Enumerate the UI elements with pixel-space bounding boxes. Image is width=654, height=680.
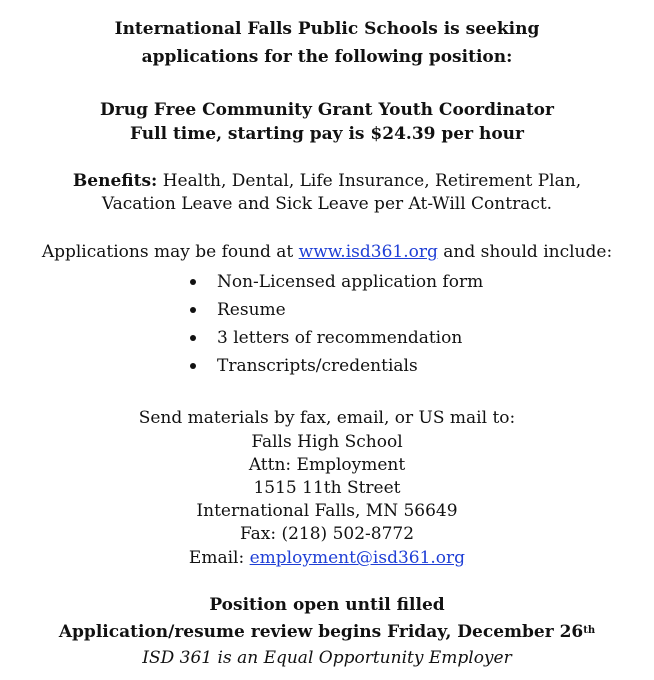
contact-city: International Falls, MN 56649 — [196, 501, 458, 521]
list-item — [188, 296, 483, 324]
email-link[interactable]: employment@isd361.org — [249, 548, 466, 568]
list-item — [188, 268, 483, 296]
list-item — [188, 324, 483, 352]
list-item-label: 3 letters of recommendation — [217, 328, 463, 348]
header-line-1: International Falls Public Schools is seeking — [114, 19, 540, 39]
list-item-label: Resume — [217, 300, 286, 320]
position-open-note: Position open until filled — [209, 595, 445, 615]
contact-attn: Attn: Employment — [248, 455, 406, 475]
contact-fax: Fax: (218) 502-8772 — [239, 524, 415, 544]
header-line-2: applications for the following position: — [141, 47, 513, 67]
bullet-icon — [190, 335, 196, 341]
bullet-icon — [190, 279, 196, 285]
requirements-list — [188, 268, 483, 380]
applications-prefix: Applications may be found at — [41, 242, 294, 262]
list-item — [188, 352, 483, 380]
contact-school: Falls High School — [251, 432, 403, 452]
applications-line — [0, 241, 654, 264]
contact-street: 1515 11th Street — [253, 478, 401, 498]
review-text: Application/resume review begins Friday, December 26 — [58, 622, 584, 642]
bullet-icon — [190, 307, 196, 313]
bullet-icon — [190, 363, 196, 369]
benefits-line-1 — [0, 170, 654, 193]
review-date-note — [0, 621, 654, 644]
list-item-label: Non-Licensed application form — [217, 272, 484, 292]
contact-email-line — [0, 547, 654, 570]
benefits-line-2: Vacation Leave and Sick Leave per At-Will Contract. — [101, 194, 553, 214]
position-title: Drug Free Community Grant Youth Coordinator — [100, 100, 554, 120]
position-pay: Full time, starting pay is $24.39 per hour — [129, 124, 524, 144]
website-link[interactable]: www.isd361.org — [298, 242, 438, 262]
benefits-text-1: Health, Dental, Life Insurance, Retirement Plan, — [162, 171, 582, 191]
contact-intro: Send materials by fax, email, or US mail to: — [138, 408, 516, 428]
list-item-label: Transcripts/credentials — [217, 356, 418, 376]
benefits-label: Benefits: — [72, 171, 158, 191]
eoe-statement: ISD 361 is an Equal Opportunity Employer — [142, 648, 512, 668]
email-label: Email: — [188, 548, 245, 568]
ordinal-suffix: th — [583, 625, 596, 636]
applications-suffix: and should include: — [443, 242, 613, 262]
